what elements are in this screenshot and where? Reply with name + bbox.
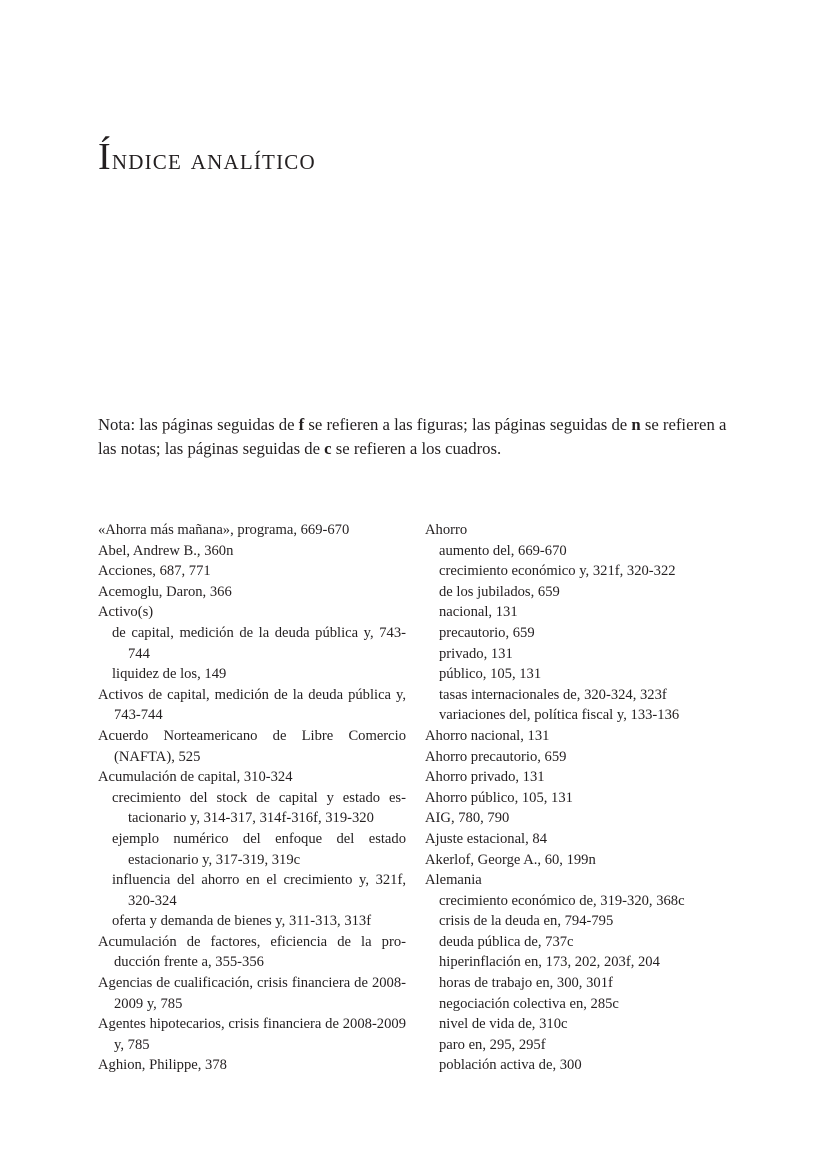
index-entry: Acemoglu, Daron, 366 [98,583,232,600]
index-subentry: nacional, 131 [439,604,518,621]
index-entry: Agentes hipotecarios, crisis financiera de 2008-2009 y, 785 [98,1016,406,1053]
index-subentry: crecimiento económico y, 321f, 320-322 [439,563,676,580]
index-subentry: tasas internacionales de, 320-324, 323f [439,686,667,703]
index-subentry: público, 105, 131 [439,666,542,683]
index-subentry: oferta y demanda de bienes y, 311-313, 313f [112,913,372,930]
index-subentry: hiperinflación en, 173, 202, 203f, 204 [439,954,660,971]
title-initial: Í [98,136,112,178]
index-entry: Abel, Andrew B., 360n [98,542,234,559]
index-entry: Activo(s) [98,604,154,621]
note-part-2: se refieren a las figuras; las páginas seguidas de [304,415,632,434]
index-subentry: influencia del ahorro en el crecimiento y, 321f, 320-324 [112,872,406,909]
index-entry: AIG, 780, 790 [425,810,510,827]
index-entry: Acciones, 687, 771 [98,563,211,580]
index-subentry: paro en, 295, 295f [439,1036,546,1053]
note-n-marker: n [631,415,641,434]
index-entry: Acuerdo Norteamericano de Libre Comercio (NAFTA), 525 [98,727,406,765]
index-subentry: liquidez de los, 149 [112,666,227,683]
index-subentry: de los jubilados, 659 [439,583,560,600]
index-entry: Ahorro privado, 131 [425,769,545,786]
note-part-3: se refieren a las notas; las páginas seguidas de [98,415,727,458]
note-part-1: Nota: las páginas seguidas de [98,415,299,434]
note-f-marker: f [298,415,305,434]
index-entry: Ahorro precautorio, 659 [425,748,567,765]
index-subentry: variaciones del, política fiscal y, 133-136 [439,707,680,724]
index-entry: Acumulación de factores, eficiencia de la producción frente a, 355-356 [98,933,406,971]
index-subentry: precautorio, 659 [439,624,535,641]
index-subentry: horas de trabajo en, 300, 301f [439,975,613,992]
index-subentry: de capital, medición de la deuda pública y, 743-744 [112,624,406,662]
index-entry: Ahorro nacional, 131 [425,727,550,744]
index-column-right [425,520,735,1076]
index-entry: Alemania [425,872,482,889]
note-part-4: se refieren a los cuadros. [331,438,502,458]
index-entry: «Ahorra más mañana», programa, 669-670 [98,522,350,538]
index-subentry: crecimiento económico de, 319-320, 368c [439,892,685,909]
index-entry: Agencias de cualificación, crisis financiera de 2008-2009 y, 785 [98,975,406,1012]
index-entry: Ahorro público, 105, 131 [425,789,573,806]
index-entry: Ahorro [425,522,468,538]
index-subentry: población activa de, 300 [439,1057,582,1074]
title-rest: ndice analítico [111,143,316,176]
index-entry: Ajuste estacional, 84 [425,830,547,847]
index-subentry: crisis de la deuda en, 794-795 [439,913,614,930]
index-entry: Akerlof, George A., 60, 199n [425,851,596,868]
index-column-left [98,520,406,1076]
index-subentry: nivel de vida de, 310c [439,1016,568,1033]
index-subentry: privado, 131 [439,645,513,662]
index-entry: Activos de capital, medición de la deuda pública y, 743-744 [98,686,406,724]
index-subentry: negociación colectiva en, 285c [439,995,619,1012]
index-subentry: aumento del, 669-670 [439,542,567,559]
index-note [98,413,734,460]
page-title [98,138,316,176]
index-subentry: deuda pública de, 737c [439,933,574,950]
index-subentry: crecimiento del stock de capital y estado estacionario y, 314-317, 314f-316f, 319-320 [112,789,406,827]
index-entry: Aghion, Philippe, 378 [98,1057,227,1074]
note-c-marker: c [324,438,332,458]
index-entry: Acumulación de capital, 310-324 [98,769,293,786]
index-subentry: ejemplo numérico del enfoque del estado estacionario y, 317-319, 319c [112,830,406,868]
